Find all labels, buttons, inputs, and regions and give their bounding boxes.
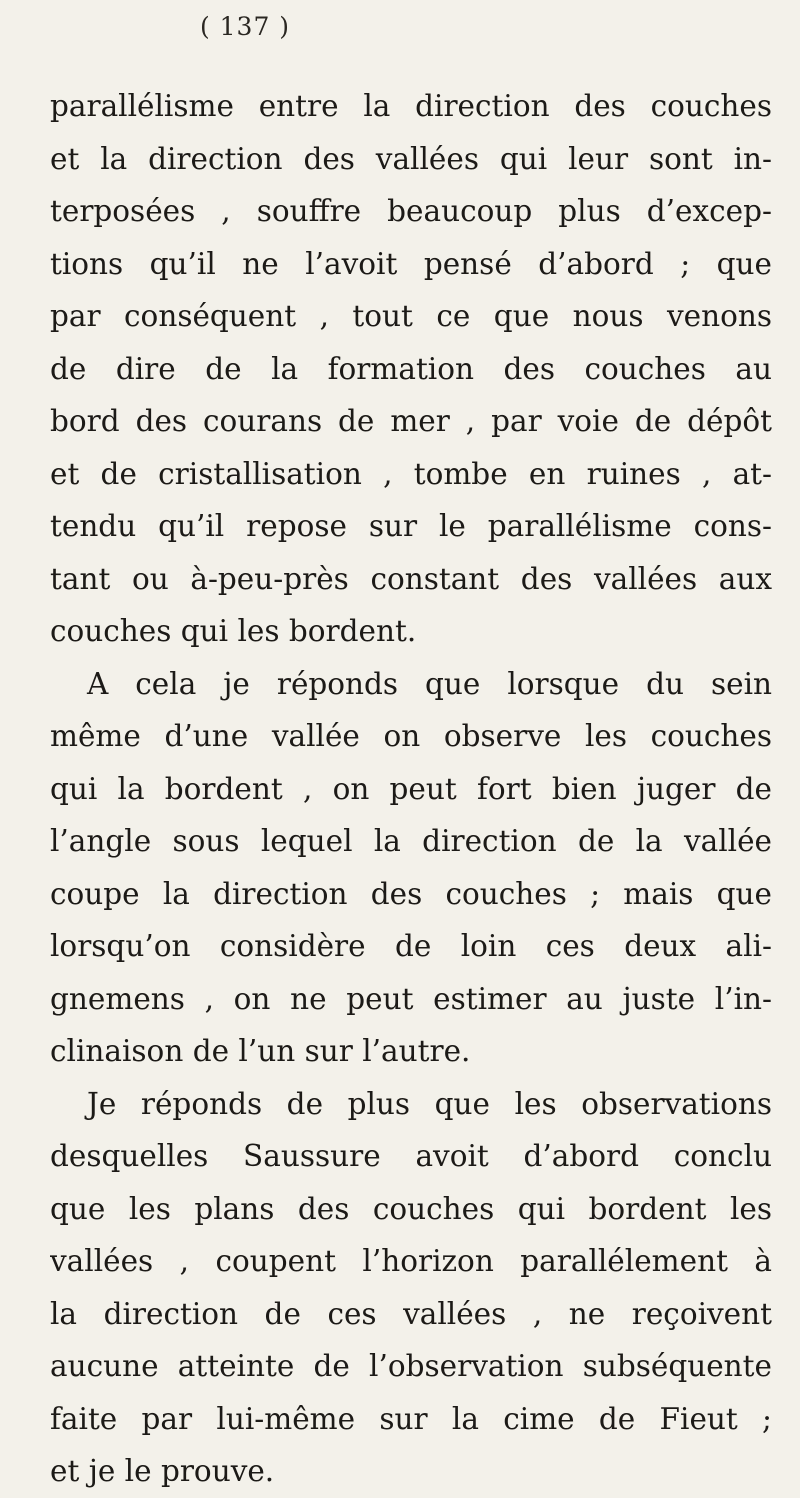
text-line: l’angle sous lequel la direction de la vallée — [50, 824, 772, 858]
text-line: et de cristallisation , tombe en ruines , at- — [50, 456, 772, 491]
text-line: gnemens , on ne peut estimer au juste l’in- — [50, 981, 772, 1016]
text-line: la direction de ces vallées , ne reçoivent — [50, 1296, 772, 1331]
text-line: de dire de la formation des couches au — [50, 351, 772, 386]
text-line: tant ou à-peu-près constant des vallées aux — [50, 561, 772, 596]
text-line: terposées , souffre beaucoup plus d’excep- — [50, 194, 772, 228]
text-line: aucune atteinte de l’observation subséquente — [50, 1349, 772, 1383]
paragraph-start-line: Je réponds de plus que les observations — [87, 1086, 772, 1121]
text-line: coupe la direction des couches ; mais que — [50, 876, 772, 911]
text-line: bord des courans de mer , par voie de dépôt — [50, 404, 772, 438]
text-line: lorsqu’on considère de loin ces deux ali- — [50, 929, 772, 963]
text-line: et la direction des vallées qui leur sont in- — [50, 141, 772, 176]
text-line: que les plans des couches qui bordent les — [50, 1191, 772, 1226]
text-line: faite par lui-même sur la cime de Fieut ; — [50, 1401, 772, 1436]
text-line: tendu qu’il repose sur le parallélisme cons- — [50, 509, 772, 543]
text-line: même d’une vallée on observe les couches — [50, 719, 772, 753]
text-line: vallées , coupent l’horizon parallélement à — [50, 1244, 772, 1278]
text-line: parallélisme entre la direction des couches — [50, 89, 772, 123]
text-line: tions qu’il ne l’avoit pensé d’abord ; que — [50, 246, 772, 281]
text-line: desquelles Saussure avoit d’abord conclu — [50, 1139, 772, 1173]
text-line: par conséquent , tout ce que nous venons — [50, 299, 772, 333]
text-line: qui la bordent , on peut fort bien juger de — [50, 771, 772, 806]
paragraph-end-line: couches qui les bordent. — [50, 614, 417, 648]
paragraph-end-line: et je le prouve. — [50, 1454, 275, 1488]
page-number: ( 137 ) — [199, 12, 291, 41]
paragraph-start-line: A cela je réponds que lorsque du sein — [87, 666, 772, 701]
body-text — [50, 80, 772, 1498]
paragraph-end-line: clinaison de l’un sur l’autre. — [50, 1034, 471, 1068]
